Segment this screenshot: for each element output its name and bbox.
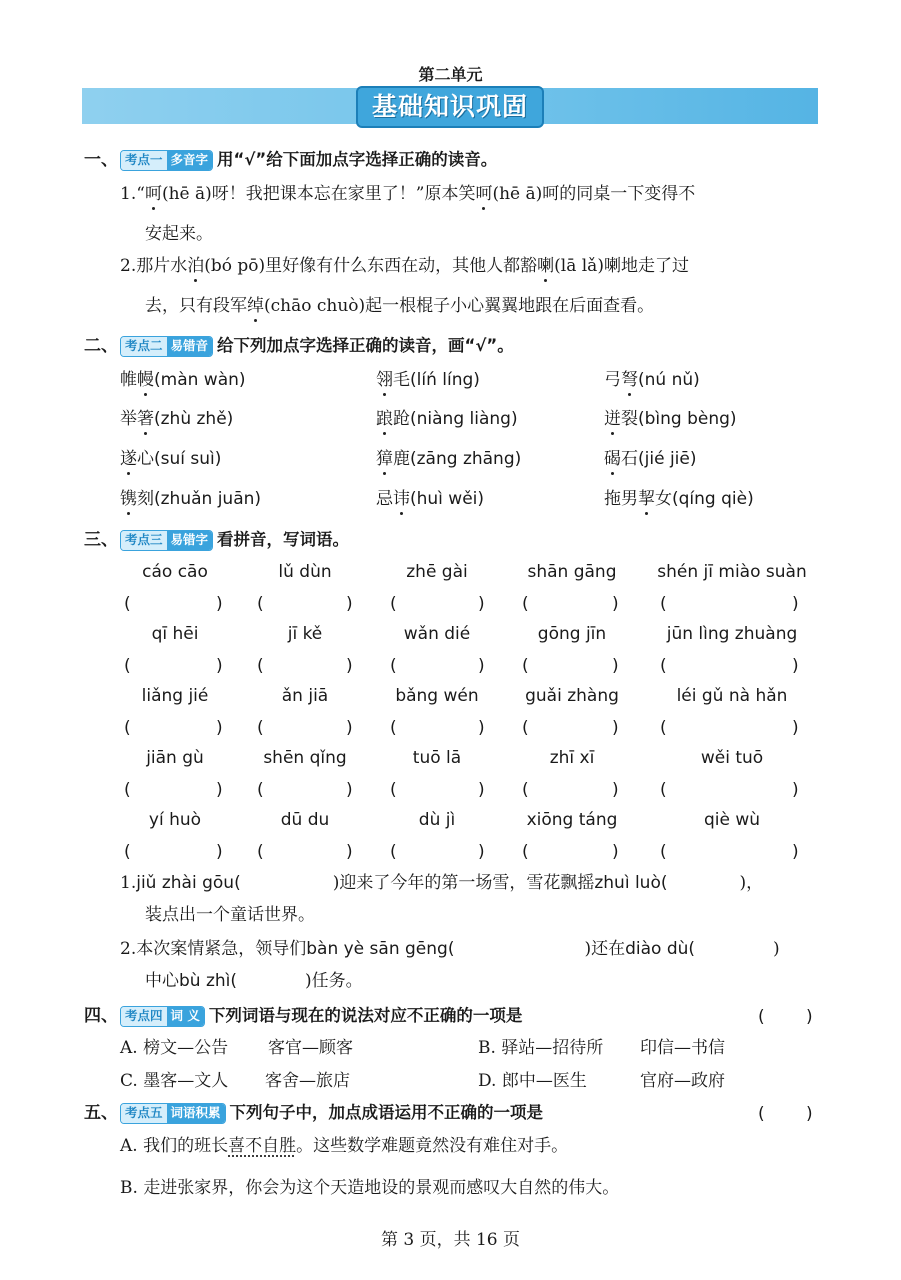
answer-bracket-close[interactable]: ) xyxy=(792,780,799,800)
pinyin-prompt: dù jì xyxy=(418,810,456,830)
q3-tag: 考点三 易错字 xyxy=(120,530,213,551)
answer-bracket-close[interactable]: ) xyxy=(216,718,223,738)
answer-bracket-open[interactable]: ( xyxy=(390,842,397,862)
dotted-char: 幔 xyxy=(137,370,154,390)
q1-item2-line1: 2.那片水泊(bó pō)里好像有什么东西在动，其他人都豁喇(lā lǎ)喇地走了过 xyxy=(120,256,689,276)
dotted-idiom xyxy=(228,1136,296,1156)
answer-bracket-close[interactable]: ) xyxy=(346,780,353,800)
answer-bracket-open[interactable]: ( xyxy=(390,718,397,738)
answer-bracket-close[interactable]: ) xyxy=(478,780,485,800)
answer-bracket-open[interactable]: ( xyxy=(660,718,667,738)
q2-tag: 考点二 易错音 xyxy=(120,336,213,357)
q4-option-a-2: 客官—顾客 xyxy=(268,1038,353,1058)
q2-item[interactable]: 翎毛(líń líng) xyxy=(376,370,480,390)
dotted-char: 绰 xyxy=(247,296,264,316)
dotted-char: 獐 xyxy=(376,449,393,469)
answer-bracket-open[interactable]: ( xyxy=(660,842,667,862)
answer-bracket-close[interactable]: ) xyxy=(346,656,353,676)
dotted-char: 讳 xyxy=(393,489,410,509)
answer-bracket-open[interactable]: ( xyxy=(124,594,131,614)
pinyin-prompt: liǎng jié xyxy=(141,686,209,706)
answer-bracket-close[interactable]: ) xyxy=(478,718,485,738)
pinyin-prompt: cáo cāo xyxy=(142,562,208,582)
q3-heading xyxy=(84,530,349,551)
answer-bracket-open[interactable]: ( xyxy=(522,594,529,614)
q3-instruction: 看拼音，写词语。 xyxy=(217,530,350,549)
pinyin-prompt: ǎn jiā xyxy=(281,686,329,706)
q4-option-d[interactable]: D. 郎中—医生 xyxy=(478,1071,587,1091)
q1-number: 一、 xyxy=(84,150,118,170)
pinyin-prompt: shén jī miào suàn xyxy=(657,562,807,582)
pinyin-prompt: yí huò xyxy=(148,810,202,830)
dotted-char: 喇 xyxy=(537,256,555,276)
q5-number: 五、 xyxy=(84,1103,118,1123)
pinyin-prompt: gōng jīn xyxy=(537,624,607,644)
pinyin-prompt: zhē gài xyxy=(406,562,468,582)
q2-instruction: 给下列加点字选择正确的读音，画“√”。 xyxy=(217,336,514,355)
answer-bracket-open[interactable]: ( xyxy=(522,656,529,676)
q3-number: 三、 xyxy=(84,530,118,550)
q1-tag: 考点一 多音字 xyxy=(120,150,213,171)
pinyin-prompt: xiōng táng xyxy=(526,810,618,830)
pinyin-prompt: léi gǔ nà hǎn xyxy=(676,686,788,706)
answer-bracket-close[interactable]: ) xyxy=(792,594,799,614)
q3-sentence1-line1: 1.jiǔ zhài gōu( )迎来了今年的第一场雪，雪花飘摇zhuì luò( )， xyxy=(120,873,764,893)
q5-answer-open[interactable]: ( xyxy=(758,1104,765,1124)
q2-item[interactable]: 弓弩(nú nǔ) xyxy=(604,370,700,390)
unit-title: 第二单元 xyxy=(418,65,483,84)
answer-bracket-close[interactable]: ) xyxy=(478,656,485,676)
answer-bracket-close[interactable]: ) xyxy=(792,656,799,676)
pinyin-prompt: guǎi zhàng xyxy=(525,686,619,706)
q3-sentence1-line2: 装点出一个童话世界。 xyxy=(145,905,315,925)
answer-bracket-close[interactable]: ) xyxy=(216,594,223,614)
q5-answer-close[interactable]: ) xyxy=(806,1104,813,1124)
q4-instruction: 下列词语与现在的说法对应不正确的一项是 xyxy=(208,1006,523,1025)
dotted-char: 泊 xyxy=(187,256,205,276)
dotted-char: 箸 xyxy=(137,409,154,429)
q2-heading xyxy=(84,336,514,357)
dotted-char: 迸 xyxy=(604,409,621,429)
q3-sentence2-line1: 2.本次案情紧急，领导们bàn yè sān gēng( )还在diào dù( ) xyxy=(120,939,780,959)
answer-bracket-close[interactable]: ) xyxy=(612,718,619,738)
answer-bracket-open[interactable]: ( xyxy=(124,842,131,862)
q5-option-b[interactable]: B. 走进张家界，你会为这个天造地设的景观而感叹大自然的伟大。 xyxy=(120,1178,620,1198)
answer-bracket-open[interactable]: ( xyxy=(257,594,264,614)
pinyin-prompt: wǎn dié xyxy=(403,624,471,644)
q2-item[interactable]: 迸裂(bìng bèng) xyxy=(604,409,737,429)
answer-bracket-close[interactable]: ) xyxy=(216,780,223,800)
answer-bracket-close[interactable]: ) xyxy=(612,842,619,862)
answer-bracket-open[interactable]: ( xyxy=(257,718,264,738)
dotted-char: 遂 xyxy=(120,449,137,469)
answer-bracket-close[interactable]: ) xyxy=(216,656,223,676)
answer-bracket-close[interactable]: ) xyxy=(478,842,485,862)
answer-bracket-close[interactable]: ) xyxy=(346,594,353,614)
q4-answer-open[interactable]: ( xyxy=(758,1007,765,1027)
pinyin-prompt: wěi tuō xyxy=(700,748,764,768)
dotted-char: 镌 xyxy=(120,489,137,509)
q4-option-c-2: 客舍—旅店 xyxy=(265,1071,350,1091)
pinyin-prompt: lǔ dùn xyxy=(278,562,332,582)
q5-option-a[interactable]: A. 我们的班长喜不自胜。这些数学难题竟然没有难住对手。 xyxy=(120,1136,569,1156)
q1-item1-line1: 1.“呵(hē ā)呀！我把课本忘在家里了！”原本笑呵(hē ā)呵的同桌一下变得不 xyxy=(120,184,696,204)
q1-item2-line2: 去，只有段军绰(chāo chuò)起一根棍子小心翼翼地跟在后面查看。 xyxy=(145,296,655,316)
q4-option-a[interactable]: A. 榜文—公告 xyxy=(120,1038,229,1058)
pinyin-prompt: dū du xyxy=(280,810,330,830)
answer-bracket-close[interactable]: ) xyxy=(612,656,619,676)
dotted-char: 挈 xyxy=(638,489,655,509)
answer-bracket-close[interactable]: ) xyxy=(792,718,799,738)
q2-item[interactable]: 帷幔(màn wàn) xyxy=(120,370,246,390)
answer-bracket-open[interactable]: ( xyxy=(660,780,667,800)
pinyin-prompt: jūn lìng zhuàng xyxy=(666,624,798,644)
q2-item[interactable]: 踉跄(niàng liàng) xyxy=(376,409,518,429)
dotted-char: 踉 xyxy=(376,409,393,429)
answer-bracket-open[interactable]: ( xyxy=(390,656,397,676)
q4-number: 四、 xyxy=(84,1006,118,1026)
dotted-char: 翎 xyxy=(376,370,393,390)
dotted-char: 呵 xyxy=(144,184,162,204)
q4-option-b-2: 印信—书信 xyxy=(640,1038,725,1058)
q2-item[interactable]: 举箸(zhù zhě) xyxy=(120,409,234,429)
answer-bracket-close[interactable]: ) xyxy=(346,842,353,862)
q3-sentence2-line2: 中心bù zhì( )任务。 xyxy=(145,971,363,991)
answer-bracket-open[interactable]: ( xyxy=(257,780,264,800)
pinyin-prompt: qī hēi xyxy=(151,624,199,644)
banner-title: 基础知识巩固 xyxy=(356,86,544,128)
dotted-idiom-text: 喜不自胜 xyxy=(228,1136,297,1156)
q2-item[interactable]: 拖男挈女(qíng qiè) xyxy=(604,489,754,509)
q5-instruction: 下列句子中，加点成语运用不正确的一项是 xyxy=(229,1103,544,1122)
pinyin-prompt: bǎng wén xyxy=(395,686,479,706)
answer-bracket-open[interactable]: ( xyxy=(390,780,397,800)
answer-bracket-open[interactable]: ( xyxy=(124,718,131,738)
dotted-char: 碣 xyxy=(604,449,621,469)
answer-bracket-open[interactable]: ( xyxy=(257,656,264,676)
pinyin-prompt: tuō lā xyxy=(412,748,462,768)
q4-option-d-2: 官府—政府 xyxy=(640,1071,725,1091)
answer-bracket-open[interactable]: ( xyxy=(257,842,264,862)
q2-number: 二、 xyxy=(84,336,118,356)
answer-bracket-open[interactable]: ( xyxy=(124,780,131,800)
dotted-char: 呵 xyxy=(475,184,493,204)
answer-bracket-close[interactable]: ) xyxy=(478,594,485,614)
pinyin-prompt: shān gāng xyxy=(527,562,617,582)
answer-bracket-close[interactable]: ) xyxy=(792,842,799,862)
pinyin-prompt: qiè wù xyxy=(703,810,761,830)
q2-item[interactable]: 忌讳(huì wěi) xyxy=(376,489,485,509)
q1-heading xyxy=(84,150,497,171)
answer-bracket-open[interactable]: ( xyxy=(522,780,529,800)
dotted-char: 弩 xyxy=(621,370,638,390)
answer-bracket-close[interactable]: ) xyxy=(612,594,619,614)
page-footer: 第 3 页，共 16 页 xyxy=(380,1230,521,1250)
q4-option-c[interactable]: C. 墨客—文人 xyxy=(120,1071,229,1091)
answer-bracket-close[interactable]: ) xyxy=(612,780,619,800)
q2-item[interactable]: 碣石(jié jiē) xyxy=(604,449,697,469)
q5-tag: 考点五 词语积累 xyxy=(120,1103,226,1124)
pinyin-prompt: jiān gù xyxy=(146,748,204,768)
answer-bracket-open[interactable]: ( xyxy=(124,656,131,676)
pinyin-prompt: jī kě xyxy=(287,624,323,644)
q4-option-b[interactable]: B. 驿站—招待所 xyxy=(478,1038,604,1058)
q2-item[interactable]: 遂心(suí suì) xyxy=(120,449,222,469)
pinyin-prompt: shēn qǐng xyxy=(263,748,347,768)
q2-item[interactable]: 獐鹿(zāng zhāng) xyxy=(376,449,522,469)
q4-heading xyxy=(84,1006,522,1027)
answer-bracket-open[interactable]: ( xyxy=(390,594,397,614)
answer-bracket-open[interactable]: ( xyxy=(522,842,529,862)
q4-tag: 考点四 词 义 xyxy=(120,1006,205,1027)
q2-item[interactable]: 镌刻(zhuǎn juān) xyxy=(120,489,262,509)
q4-answer-close[interactable]: ) xyxy=(806,1007,813,1027)
q1-instruction: 用“√”给下面加点字选择正确的读音。 xyxy=(217,150,498,169)
answer-bracket-open[interactable]: ( xyxy=(660,656,667,676)
answer-bracket-open[interactable]: ( xyxy=(660,594,667,614)
q5-heading xyxy=(84,1103,543,1124)
q1-item1-line2: 安起来。 xyxy=(145,224,213,244)
pinyin-prompt: zhī xī xyxy=(549,748,595,768)
answer-bracket-open[interactable]: ( xyxy=(522,718,529,738)
answer-bracket-close[interactable]: ) xyxy=(346,718,353,738)
answer-bracket-close[interactable]: ) xyxy=(216,842,223,862)
